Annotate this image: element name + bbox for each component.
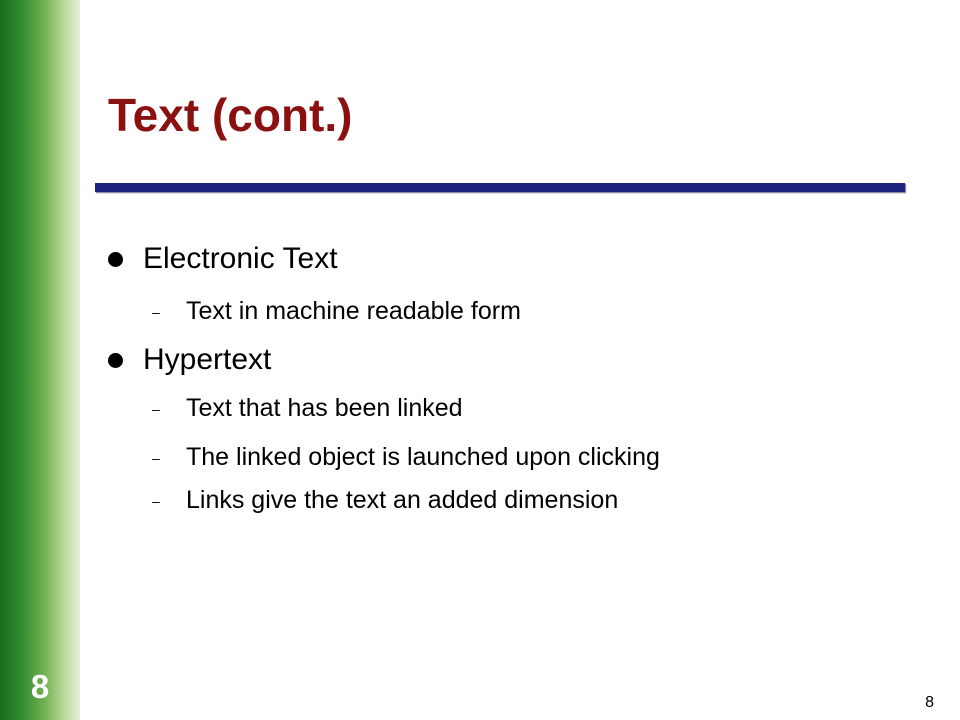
sub-bullet-text: Text in machine readable form [186,297,521,325]
slide-title: Text (cont.) [108,89,353,141]
page-number: 8 [925,694,934,711]
dash-icon: – [152,303,160,320]
sub-bullet-item [152,297,521,326]
sub-bullet-item [152,486,618,515]
sub-bullet-text: Links give the text an added dimension [186,486,619,514]
sidebar-slide-number: 8 [30,668,50,705]
sub-bullet-text: The linked object is launched upon clicking [186,443,660,471]
bullet-dot-icon [108,353,123,368]
sub-bullet-text: Text that has been linked [186,394,463,422]
dash-icon: – [152,400,160,417]
dash-icon: – [152,492,160,509]
dash-icon: – [152,449,160,466]
sub-bullet-item [152,443,660,472]
sub-bullet-item [152,394,463,423]
bullet-item [108,242,338,276]
bullet-dot-icon [108,252,123,267]
bullet-item [108,343,271,377]
bullet-text: Hypertext [143,343,272,376]
bullet-text: Electronic Text [143,242,338,275]
